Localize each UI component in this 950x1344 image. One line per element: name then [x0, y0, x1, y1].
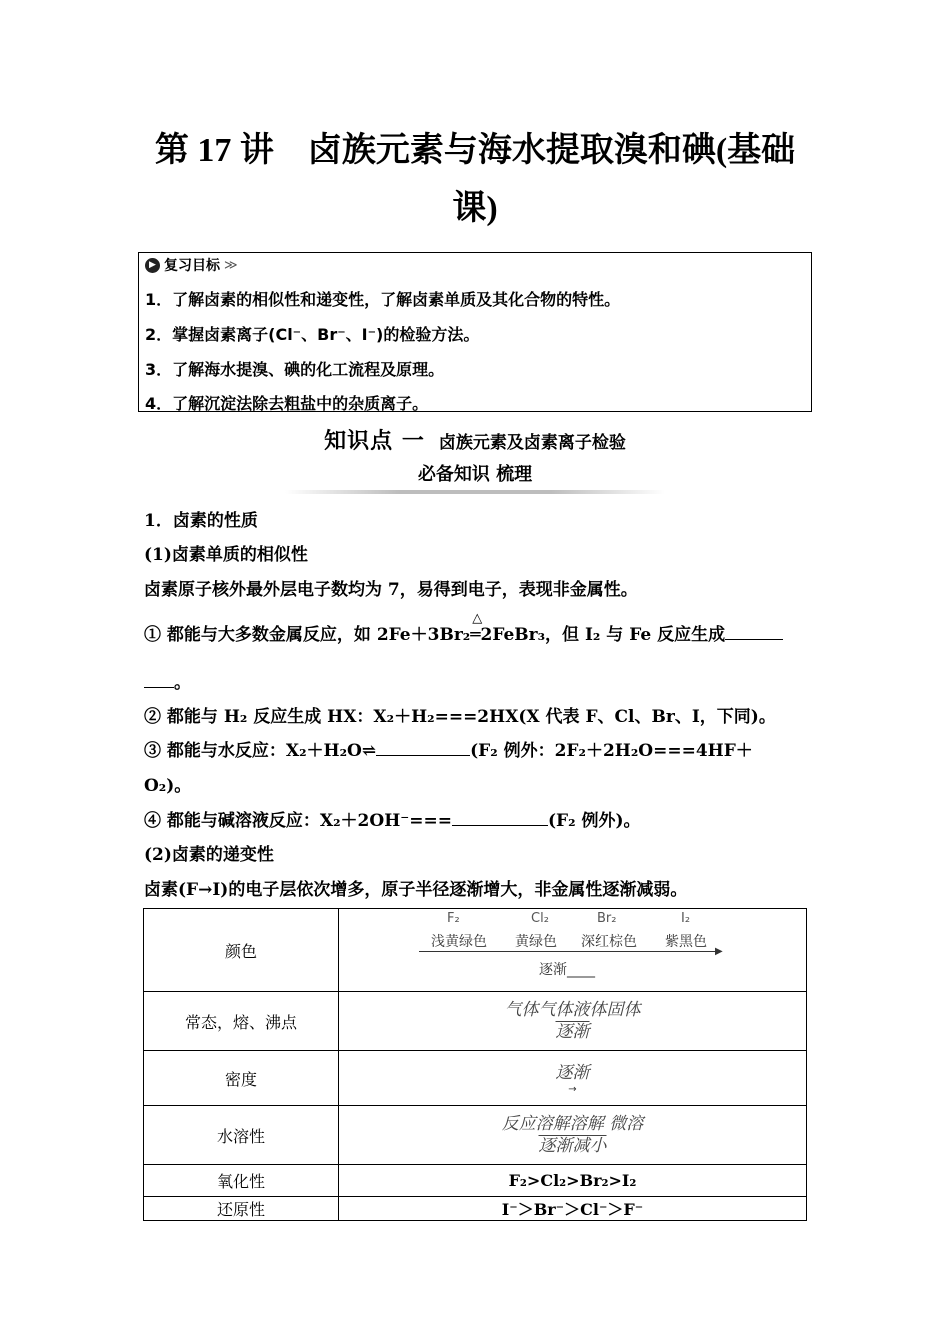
metal-reaction-end: 。: [174, 673, 191, 693]
answer-blank-2[interactable]: [376, 739, 470, 756]
color-label: 深红棕色: [581, 934, 637, 950]
table-row: [144, 1197, 807, 1221]
section-heading: [0, 424, 950, 455]
oxidizing-order: F₂>Cl₂>Br₂>I₂: [339, 1165, 807, 1197]
paragraph-metal-reaction: [144, 611, 806, 645]
solubility-cell: [339, 1106, 807, 1165]
base-reaction-text-b: (F₂ 例外)。: [547, 811, 641, 831]
banner-label: 必备知识 梳理: [417, 464, 533, 485]
table-row: [144, 909, 807, 992]
answer-blank-1[interactable]: [725, 623, 783, 640]
review-item-3: 3．了解海水提溴、碘的化工流程及原理。: [145, 360, 445, 379]
trend-arrow-line: [419, 951, 719, 952]
paragraph-water-reaction: [144, 736, 806, 761]
color-trend-cell: [339, 909, 807, 992]
halogen-properties-table: [143, 908, 807, 1221]
density-cell: [339, 1051, 807, 1106]
section-main-title: 知识点 一: [324, 429, 425, 454]
paragraph-base-reaction: [144, 806, 806, 831]
color-diagram: [339, 909, 806, 991]
water-reaction-text-a: ③ 都能与水反应：X₂＋H₂O⇌: [144, 741, 377, 761]
row-label-density: 密度: [144, 1051, 339, 1106]
row-label-reducing: 还原性: [144, 1197, 339, 1221]
table-row: [144, 1051, 807, 1106]
element-label: F₂: [447, 911, 460, 926]
review-goals-box: [138, 252, 812, 412]
paragraph-hydrogen-reaction: ② 都能与 H₂ 反应生成 HX：X₂＋H₂===2HX(X 代表 F、Cl、Br、I，下同)。: [144, 707, 776, 727]
row-label-solubility: 水溶性: [144, 1106, 339, 1165]
row-label-state: 常态，熔、沸点: [144, 992, 339, 1051]
metal-reaction-text-a: ① 都能与大多数金属反应，如 2Fe＋3Br₂: [144, 625, 471, 645]
title-line-1: 第 17 讲 卤族元素与海水提取溴和碘(基础: [154, 132, 796, 169]
review-item-1: 1．了解卤素的相似性和递变性，了解卤素单质及其化合物的特性。: [145, 290, 621, 309]
solubility-values: 反应溶解溶解 微溶: [501, 1114, 644, 1134]
color-label: 浅黄绿色: [431, 934, 487, 950]
color-label: 紫黑色: [665, 934, 707, 950]
element-label: Cl₂: [531, 911, 549, 926]
heating-equals-sign: △ ═: [470, 611, 483, 645]
arrow-right-icon: →: [568, 1083, 577, 1095]
paragraph-gradation: 卤素(F→I)的电子层依次增多，原子半径逐渐增大，非金属性逐渐减弱。: [144, 880, 688, 900]
arrow-right-icon: ▶: [715, 946, 723, 957]
element-label: Br₂: [597, 911, 617, 926]
review-item-4: 4．了解沉淀法除去粗盐中的杂质离子。: [145, 394, 429, 413]
heading-gradation: (2)卤素的递变性: [144, 845, 274, 865]
review-item-2: 2．掌握卤素离子(Cl⁻、Br⁻、I⁻)的检验方法。: [145, 325, 480, 344]
metal-reaction-text-b: 2FeBr₃，但 I₂ 与 Fe 反应生成: [480, 625, 726, 645]
review-header-label: 复习目标: [164, 258, 220, 274]
review-header: [145, 255, 238, 275]
state-values: 气体气体液体固体: [504, 1000, 641, 1020]
water-reaction-text-b: (F₂ 例外：2F₂＋2H₂O===4HF＋: [470, 741, 753, 761]
page-title: [140, 122, 810, 238]
state-cell: [339, 992, 807, 1051]
knowledge-banner: [285, 462, 665, 494]
row-label-color: 颜色: [144, 909, 339, 992]
play-icon: ▶: [145, 258, 160, 273]
row-label-oxidizing: 氧化性: [144, 1165, 339, 1197]
paragraph-water-reaction-cont: O₂)。: [144, 776, 192, 796]
heading-halogen-properties: 1．卤素的性质: [144, 511, 258, 531]
base-reaction-text-a: ④ 都能与碱溶液反应：X₂＋2OH⁻===: [144, 811, 452, 831]
title-line-2: 课): [452, 190, 498, 227]
solubility-trend: 逐渐减小: [538, 1136, 607, 1156]
reducing-order: I⁻＞Br⁻＞Cl⁻＞F⁻: [339, 1197, 807, 1221]
table-row: [144, 1165, 807, 1197]
banner-underline: [285, 490, 665, 494]
paragraph-electrons: 卤素原子核外最外层电子数均为 7，易得到电子，表现非金属性。: [144, 580, 638, 600]
state-trend: 逐渐: [555, 1022, 590, 1042]
heading-similarity: (1)卤素单质的相似性: [144, 545, 308, 565]
element-label: I₂: [681, 911, 691, 926]
color-label: 黄绿色: [515, 934, 557, 950]
table-row: [144, 1106, 807, 1165]
color-trend-text: 逐渐____: [539, 962, 595, 978]
table-row: [144, 992, 807, 1051]
answer-blank-1-cont[interactable]: [144, 671, 174, 688]
double-chevron-icon: ≫: [224, 257, 238, 273]
density-trend: 逐渐: [555, 1062, 590, 1083]
answer-blank-3[interactable]: [452, 809, 548, 826]
section-sub-title: 卤族元素及卤素离子检验: [438, 433, 626, 453]
heat-triangle-icon: △: [472, 611, 483, 626]
paragraph-metal-reaction-cont: [144, 668, 806, 693]
